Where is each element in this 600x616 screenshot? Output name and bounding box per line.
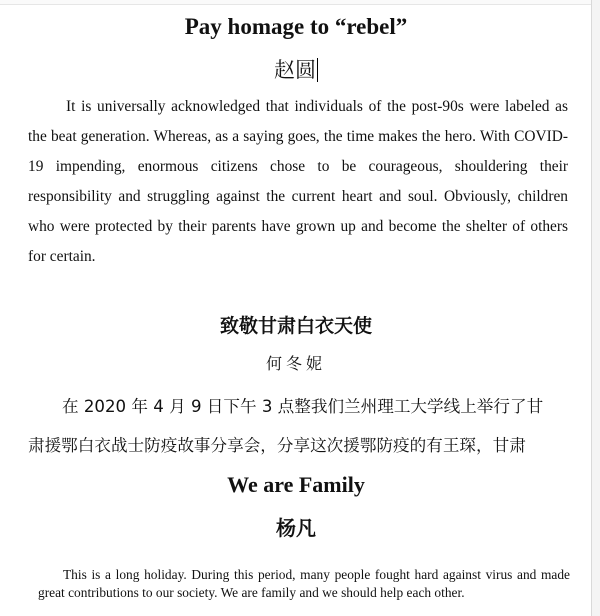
- essay-3-title: We are Family: [227, 472, 365, 497]
- essay-2-title: 致敬甘肃白衣天使: [219, 315, 372, 337]
- text-cursor: [317, 58, 318, 82]
- vertical-scrollbar[interactable]: [591, 0, 600, 616]
- essay-1-author: [0, 54, 592, 84]
- essay-3-paragraph: This is a long holiday. During this period, many people fought hard against virus and made great contributions to our society. We are family and we should help each other.: [38, 567, 570, 600]
- essay-1-paragraph: It is universally acknowledged that individuals of the post-90s were labeled as the beat generation. Whereas, as a saying goes, the time makes the hero. With COVID-19 impending, enormous citizens chose to be courageous, shouldering their responsibility and struggling against the current heart and soul. Obviously, children who were protected by their parents have grown up and become the shelter of others for certain.: [28, 98, 568, 265]
- essay-2-author: 何冬妮: [265, 354, 326, 373]
- essay-2-line-1: 在 2020 年 4 月 9 日下午 3 点整我们兰州理工大学线上举行了甘: [62, 397, 544, 416]
- essay-3-author: 杨凡: [276, 516, 316, 540]
- essay-1-title: Pay homage to “rebel”: [184, 14, 408, 39]
- essay-2-line-2: 肃援鄂白衣战士防疫故事分享会，分享这次援鄂防疫的有王琛，甘肃: [28, 436, 526, 455]
- essay-1-author-name: 赵圆: [274, 58, 316, 82]
